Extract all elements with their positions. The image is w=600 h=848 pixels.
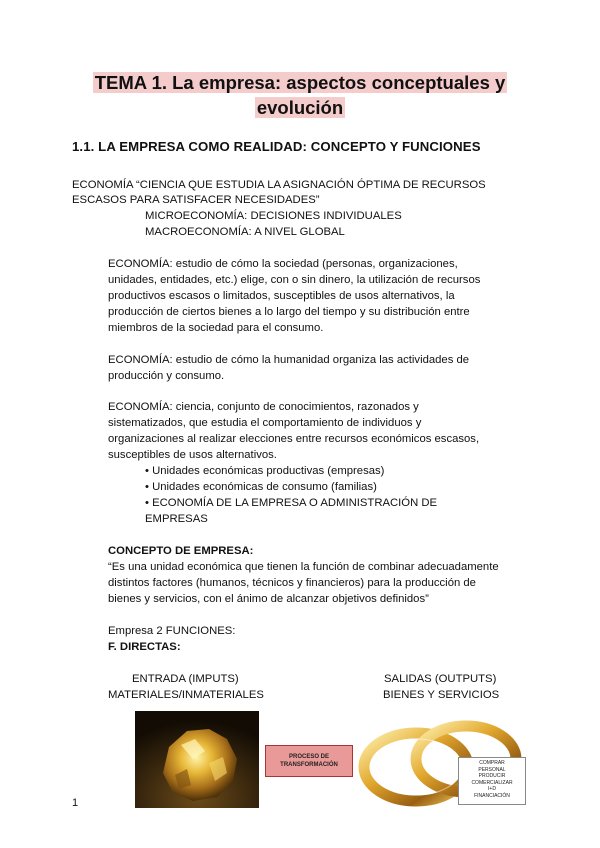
bullet-item-continuation: EMPRESAS bbox=[145, 513, 208, 525]
directas-heading: F. DIRECTAS: bbox=[108, 641, 181, 653]
concepto-quote bbox=[108, 559, 499, 607]
title-line-1: TEMA 1. La empresa: aspectos conceptuales y bbox=[94, 72, 506, 93]
macroeconomia-line: MACROECONOMÍA: A NIVEL GLOBAL bbox=[145, 226, 345, 238]
quote-line: “Es una unidad económica que tienen la función de combinar adecuadamente bbox=[108, 561, 499, 573]
entrada-label: ENTRADA (IMPUTS) bbox=[132, 673, 239, 685]
process-box bbox=[265, 745, 353, 777]
funciones-line: Empresa 2 FUNCIONES: bbox=[108, 625, 236, 637]
bullet-list bbox=[145, 463, 437, 527]
note-line: PRODUCIR bbox=[478, 773, 506, 780]
paragraph-line: producción y consumo. bbox=[108, 370, 225, 382]
paragraph-line: unidades, entidades, etc.) elige, con o sin dinero, la utilización de recursos bbox=[108, 274, 481, 286]
bullet-item: • Unidades económicas productivas (empresas) bbox=[145, 465, 385, 477]
paragraph-2 bbox=[108, 352, 469, 384]
gold-nugget-icon bbox=[135, 711, 259, 808]
note-line: I+D bbox=[488, 786, 496, 793]
process-line-2: TRANSFORMACIÓN bbox=[280, 762, 338, 768]
quote-line: bienes y servicios, con el ánimo de alcanzar objetivos definidos” bbox=[108, 593, 429, 605]
paragraph-3 bbox=[108, 399, 479, 463]
paragraph-line: ECONOMÍA: ciencia, conjunto de conocimientos, razonados y bbox=[108, 401, 419, 413]
quote-line: distintos factores (humanos, técnicos y financieros) para la producción de bbox=[108, 577, 476, 589]
paragraph-line: ECONOMÍA: estudio de cómo la sociedad (personas, organizaciones, bbox=[108, 258, 458, 270]
paragraph-line: producción de ciertos bienes a lo largo del tiempo y su distribución entre bbox=[108, 306, 470, 318]
materiales-label: MATERIALES/INMATERIALES bbox=[108, 689, 264, 701]
paragraph-line: sistematizados, que estudia el comportamiento de individuos y bbox=[108, 417, 422, 429]
concepto-heading: CONCEPTO DE EMPRESA: bbox=[108, 545, 254, 557]
bullet-item: • ECONOMÍA DE LA EMPRESA O ADMINISTRACIÓN DE bbox=[145, 497, 438, 509]
bullet-item: • Unidades económicas de consumo (familias) bbox=[145, 481, 377, 493]
paragraph-line: susceptibles de usos alternativos. bbox=[108, 449, 277, 461]
salidas-label: SALIDAS (OUTPUTS) bbox=[384, 673, 497, 685]
bienes-label: BIENES Y SERVICIOS bbox=[383, 689, 500, 701]
note-line: FINANCIACIÓN bbox=[474, 792, 510, 799]
functions-note-box bbox=[458, 757, 526, 805]
microeconomia-line: MICROECONOMÍA: DECISIONES INDIVIDUALES bbox=[145, 210, 402, 222]
page-number: 1 bbox=[72, 797, 79, 809]
section-heading: 1.1. LA EMPRESA COMO REALIDAD: CONCEPTO Y FUNCIONES bbox=[72, 139, 481, 154]
page-title bbox=[60, 70, 540, 120]
paragraph-line: miembros de la sociedad para el consumo. bbox=[108, 322, 324, 334]
note-line: PERSONAL bbox=[478, 766, 506, 773]
economia-def-line-2: ESCASOS PARA SATISFACER NECESIDADES” bbox=[72, 194, 320, 206]
title-line-2: evolución bbox=[256, 97, 344, 118]
paragraph-line: organizaciones al realizar elecciones entre recursos económicos escasos, bbox=[108, 433, 480, 445]
note-line: COMERCIALIZAR bbox=[471, 779, 513, 786]
note-line: COMPRAR bbox=[479, 760, 505, 766]
paragraph-1 bbox=[108, 256, 480, 336]
economia-def-line-1: ECONOMÍA “CIENCIA QUE ESTUDIA LA ASIGNACIÓN ÓPTIMA DE RECURSOS bbox=[72, 179, 486, 191]
paragraph-line: ECONOMÍA: estudio de cómo la humanidad organiza las actividades de bbox=[108, 354, 470, 366]
gold-nugget-image bbox=[135, 711, 259, 808]
process-line-1: PROCESO DE bbox=[288, 754, 329, 760]
paragraph-line: productivos escasos o limitados, susceptibles de usos alternativos, la bbox=[108, 290, 455, 302]
